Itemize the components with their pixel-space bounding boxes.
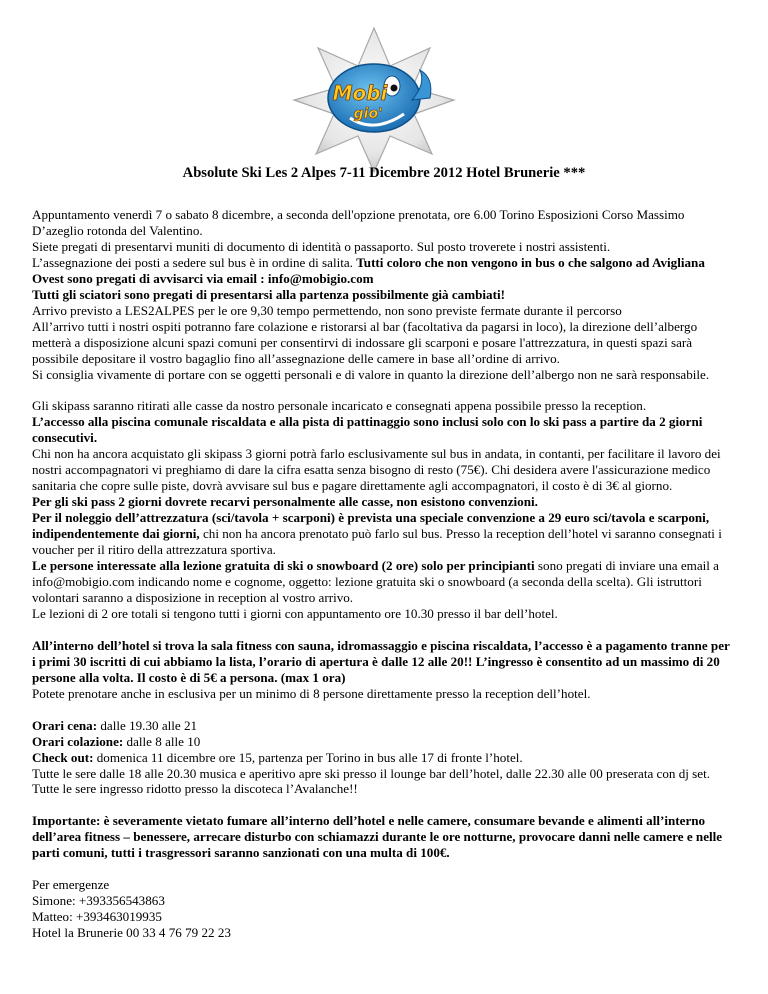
lezione-text: sono pregati di inviare una email a info@mobigio.com indicando nome e cognome, oggetto: lezione gratuita ski o snowboard (a seconda della scelta). Gli istruttori volontari saranno a disposizione in reception al vostro arrivo. — [32, 558, 719, 605]
lezione-notice: Le persone interessate alla lezione gratuita di ski o snowboard (2 ore) solo per principianti — [32, 558, 535, 574]
arrivo-text: Arrivo previsto a LES2ALPES per le ore 9,30 tempo permettendo, non sono previste fermate durante il percorso — [32, 302, 622, 318]
logo-text-line1: Mobi — [332, 81, 388, 105]
skipass-section — [32, 398, 732, 621]
fitness-esclusiva-text: Potete prenotare anche in esclusiva per un minimo di 8 persone direttamente presso la reception dell’hotel. — [32, 685, 591, 701]
contact-hotel: Hotel la Brunerie 00 33 4 76 79 22 23 — [32, 925, 231, 941]
oggetti-text: Si consiglia vivamente di portare con se oggetti personali e di valore in quanto la direzione dell’albergo non ne sarà responsabile. — [32, 366, 710, 382]
document-body — [32, 207, 732, 957]
logo-text-line2: gio' — [353, 106, 383, 122]
skipass-acquisto-text: Chi non ha ancora acquistato gli skipass 3 giorni potrà farlo esclusivamente sul bus in andata, in contanti, per facilitare il lavoro dei nostri accompagnatori vi preghiamo di dare la cifra esatta senza bisogno di resto (75€). Chi desidera avere l'assicurazione medico sanitaria che copre sulle piste, dovrà avvisare sul bus e pagare direttamente agli accompagnatori, il costo è di 3€ al giorno. — [32, 446, 721, 494]
contact-matteo: Matteo: +393463019935 — [32, 909, 162, 925]
mobigio-logo — [292, 26, 457, 173]
sciatori-notice: Tutti gli sciatori sono pregati di presentarsi alla partenza possibilmente già cambiati! — [32, 286, 505, 302]
contact-simone: Simone: +393356543863 — [32, 893, 165, 909]
fitness-section — [32, 638, 732, 702]
posti-text: L’assegnazione dei posti a sedere sul bus è in ordine di salita. — [32, 254, 353, 270]
serate-text: Tutte le sere dalle 18 alle 20.30 musica e aperitivo apre ski presso il lounge bar dell’hotel, dalle 22.30 alle 00 preserata con dj set. Tutte le sere ingresso ridotto presso la discoteca l’Avalanche!! — [32, 765, 711, 797]
emergenze-section — [32, 877, 732, 941]
skipass-ritiro-text: Gli skipass saranno ritirati alle casse da nostro personale incaricato e consegnati appena possibile presso la reception. — [32, 398, 647, 414]
orari-cena-value: dalle 19.30 alle 21 — [97, 717, 198, 733]
importante-notice: Importante: è severamente vietato fumare all’interno dell’hotel e nelle camere, consumare bevande e alimenti all’interno dell’area fitness – benessere, arrecare disturbo con schiamazzi durante le ore notturne, provocare danni nelle camere e nelle parti comuni, tutti i trasgressori saranno sanzionati con una multa di 100€. — [32, 813, 723, 861]
lezioni-orario-text: Le lezioni di 2 ore totali si tengono tutti i giorni con appuntamento ore 10.30 presso il bar dell’hotel. — [32, 605, 558, 621]
checkout-label: Check out: — [32, 749, 94, 765]
documenti-text: Siete pregati di presentarvi muniti di documento di identità o passaporto. Sul posto troverete i nostri assistenti. — [32, 238, 611, 254]
fitness-notice: All’interno dell’hotel si trova la sala fitness con sauna, idromassaggio e piscina riscaldata, l’accesso è a pagamento tranne per i primi 30 iscritti di cui abbiamo la lista, l’orario di apertura è dalle 12 alle 20!! L’ingresso è consentito ad un massimo di 20 persone alla volta. Il costo è di 5€ a persona. (max 1 ora) — [32, 637, 730, 685]
checkout-value: domenica 11 dicembre ore 15, partenza per Torino in bus alle 17 di fronte l’hotel. — [93, 749, 523, 765]
appuntamento-text: Appuntamento venerdì 7 o sabato 8 dicembre, a seconda dell'opzione prenotata, ore 6.00 Torino Esposizioni Corso Massimo D’azeglio rotonda del Valentino. — [32, 207, 685, 238]
document-title: Absolute Ski Les 2 Alpes 7-11 Dicembre 2012 Hotel Brunerie *** — [182, 165, 586, 181]
avvisare-notice: Tutti coloro che non vengono in bus o che salgono ad Avigliana Ovest sono pregati di avvisarci via email : info@mobigio.com — [32, 254, 705, 286]
emergenze-heading: Per emergenze — [32, 877, 110, 893]
importante-section — [32, 813, 732, 861]
piscina-notice: L’accesso alla piscina comunale riscaldata e alla pista di pattinaggio sono inclusi solo con lo ski pass a partire da 2 giorni consecutivi. — [32, 414, 703, 446]
orari-colazione-label: Orari colazione: — [32, 733, 124, 749]
orari-section — [32, 718, 732, 798]
noleggio-text: chi non ha ancora prenotato può farlo sul bus. Presso la reception dell’hotel vi saranno consegnati i voucher per il ritiro della attrezzatura sportiva. — [32, 526, 722, 558]
orari-colazione-value: dalle 8 alle 10 — [123, 733, 201, 749]
skipass-2-giorni-notice: Per gli ski pass 2 giorni dovrete recarvi personalmente alle casse, non esistono convenzioni. — [32, 494, 538, 510]
orari-cena-label: Orari cena: — [32, 717, 98, 733]
colazione-arrivo-text: All’arrivo tutti i nostri ospiti potranno fare colazione e ristorarsi al bar (facoltativa da pagarsi in loco), la direzione dell’albergo metterà a disposizione alcuni spazi comuni per consentirvi di indossare gli scarponi e posare l'attrezzatura, in questi spazi sarà possibile depositare il vostro bagaglio fino all’assegnazione delle camere in base all’ordine di arrivo. — [32, 318, 698, 366]
arrival-section — [32, 207, 732, 382]
noleggio-notice: Per il noleggio dell’attrezzatura (sci/tavola + scarponi) è prevista una speciale convenzione a 29 euro sci/tavola e scarponi, indipendentemente dai giorni, — [32, 510, 710, 542]
